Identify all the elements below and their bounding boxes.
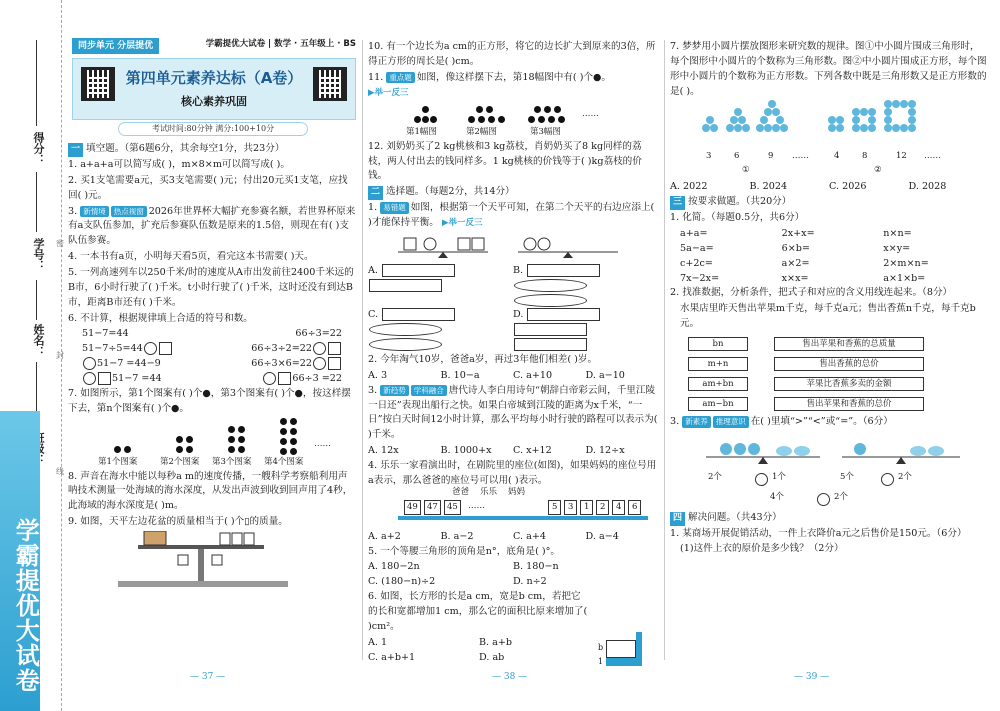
simplify-item: a×1×b= [883,272,926,284]
dot [414,116,421,123]
ellipsis: …… [582,108,599,119]
dot-figure-labels [670,150,988,180]
calc-item: 51−7=44 [82,328,129,340]
id-field-label: 学号： [32,238,46,271]
tag: 易错题 [380,202,409,214]
question: 5. 一列高速列车以250千米/时的速度从A市出发前往2400千米远的B市，6小时行驶了( )千米。t小时行驶了( )千米，这时还没有到达B市，距离B市还有( )千米。 [68,266,354,308]
seat-number: 47 [424,500,441,515]
section-heading: 解决问题。（共43分） [688,511,782,523]
question: 1. 化简。（每题0.5分，共6分） [670,212,805,224]
option-d[interactable]: D. ab [479,651,505,663]
dot [528,116,535,123]
binding-strip [0,0,62,711]
id-line [36,280,37,320]
option-d[interactable]: D. a−10 [585,369,625,381]
question: 4. 一本书有a页，小明每天看5页，看完这本书需要( )天。 [68,251,314,263]
seat-number: 1 [580,500,593,515]
calc-item: 66÷3=22 [295,328,342,340]
cut-mark-2: 封 [56,351,64,360]
seat-number: 6 [628,500,641,515]
dot [538,116,545,123]
options [368,369,658,384]
dot [498,116,505,123]
dot [486,106,493,113]
match-left-item[interactable]: am+bn [688,377,748,391]
side-label: 1 [598,657,604,666]
option-b[interactable]: B. 10−a [440,369,480,381]
question: 8. 声音在海水中能以每秒a m的速度传播，一艘科学考察船利用声呐技术测量一处海域的海水深度，从发出声波到收到回声用了4秒，此海域的海水深度是( )m。 [68,470,353,512]
ellipsis: …… [792,151,809,162]
compare-label: 2个 [898,471,912,482]
dot [476,106,483,113]
seat-number: 2 [596,500,609,515]
answer-box[interactable] [278,372,291,385]
question: 2. 找准数据，分析条件，把式子和对应的含义用线连起来。（8分） [670,287,953,299]
dot-pattern-figure [68,418,356,470]
page-number: — 37 — [190,672,226,682]
option-b[interactable]: B. a+b [479,636,513,648]
dot [280,448,287,455]
answer-circle[interactable] [755,473,768,486]
question: 6. 如图，长方形的长是a cm，宽是b cm，若把它的长和宽都增加1 cm，那么它的面积比原来增加了( )cm²。 [368,591,588,632]
cut-mark-1: 密 [56,239,64,248]
balance-figures [368,232,638,258]
option-b[interactable]: B. 2024 [749,181,788,193]
simplify-item: x×y= [883,242,911,254]
seat-row [398,516,648,520]
paper-subtitle: 核心素养巩固 [181,95,247,108]
option-c[interactable]: C. x+12 [513,445,552,457]
option-a[interactable]: A. 1 [368,636,388,648]
calc-item: 51−7÷5=44 [82,343,143,355]
dot [290,448,297,455]
figure-caption: 第1个图案 [98,456,138,467]
dot [186,436,193,443]
simplify-item: x×x= [781,272,809,284]
qr-code-icon [81,67,115,101]
answer-circle[interactable] [313,342,326,355]
answer-circle[interactable] [817,493,830,506]
option-a[interactable]: A. [368,264,513,309]
question-text: 在( )里填“>”“<”或“=”。（6分） [750,415,893,427]
qr-code-icon [313,67,347,101]
dot [228,446,235,453]
compare-items [670,471,988,511]
column-1 [68,142,356,599]
seat-label: 爸爸 [452,486,470,497]
answer-circle[interactable] [263,372,276,385]
dot [238,426,245,433]
column-divider [362,40,363,660]
seat-label: 乐乐 [480,486,498,497]
question: 2. 买1支笔需要a元，买3支笔需要( )元；付出20元买1支笔，应找回( )元。 [68,174,348,201]
column-2 [368,40,658,665]
calc-item: 51−7 =44−9 [97,358,161,370]
simplify-item: a+a= [680,227,708,239]
simplify-item: n×n= [883,227,912,239]
fruit-balance-figure [670,431,980,465]
simplify-item: a×2= [781,257,810,269]
question: 2. 今年淘气10岁，爸爸a岁，再过3年他们相差( )岁。 [368,354,598,365]
dot [176,436,183,443]
dot [176,446,183,453]
seat-number: 4 [612,500,625,515]
calc-item: 66÷3×6=22 [251,358,312,370]
figure-caption: 第1幅图 [406,126,437,137]
question: 5. 一个等腰三角形的顶角是n°，底角是( )°。 [368,545,561,557]
question: 1. a+a+a可以简写成( )，m×8×m可以简写成( )。 [68,158,291,170]
id-line-top [36,172,37,232]
answer-circle[interactable] [881,473,894,486]
section-number: 二 [368,186,383,200]
question: 1. 某商场开展促销活动，一件上衣降价a元之后售价是150元。（6分） [670,527,967,539]
answer-box[interactable] [159,342,172,355]
section-heading: 选择题。（每题2分，共14分） [386,186,515,198]
compare-label: 5个 [840,471,854,482]
option-c[interactable]: C. a+b+1 [368,651,416,663]
seat-number: 49 [404,500,421,515]
dot-row-figure [368,100,658,140]
column-3 [670,40,988,558]
seat-figure [368,486,658,530]
option-d[interactable]: D. 2028 [908,181,947,193]
seat-label: 妈妈 [508,486,526,497]
tag: 学科融合 [411,385,447,397]
match-left-item[interactable]: m+n [688,357,748,371]
ellipsis: …… [468,500,485,511]
option-d[interactable]: D. n÷2 [513,576,547,588]
rect-original [606,640,636,658]
compare-label: 2个 [834,491,848,502]
dot [290,418,297,425]
options [670,180,988,195]
link-practice[interactable]: ▶举一反三 [368,87,409,98]
tag: 新情境 [80,206,109,218]
question: 3. 新趋势 学科融合 唐代诗人李白用诗句“朝辞白帝彩云间，千里江陵一日还”表现出船行之快。如果白帝城到江陵的距离为x千米，“一日”按白天时间12小时计算，那么平均每小时行驶的路程可以表示为( )千米。 [368,384,658,441]
brand-banner [0,411,40,711]
section-number: 四 [670,512,685,526]
fig-number: 9 [768,151,774,162]
option-b[interactable]: B. [513,264,658,309]
dot [280,428,287,435]
calc-item: 66÷3÷2=22 [251,343,312,355]
simplify-item: 2×m×n= [883,257,929,269]
answer-circle[interactable] [144,342,157,355]
dot [290,438,297,445]
match-right-item[interactable]: 售出苹果和香蕉的总质量 [774,337,924,351]
question-text: 唐代诗人李白用诗句“朝辞白帝彩云间，千里江陵一日还”表现出船行之快。如果白帝城到江陵的距离为x千米，“一日”按白天时间12小时计算，那么平均每小时行驶的路程可以表示为( )千米。 [368,384,658,441]
compare-label: 1个 [772,471,786,482]
fig-number: 6 [734,151,740,162]
dot [488,116,495,123]
section-number: 三 [670,196,685,210]
fig-number: 8 [862,151,868,162]
question-text: 如图，像这样摆下去，第18幅图中有( )个●。 [416,71,612,83]
rect-added [636,632,642,666]
option-a[interactable]: A. 12x [368,445,399,457]
name-field-label: 姓名： [32,324,46,357]
dot [290,428,297,435]
answer-circle[interactable] [83,372,96,385]
option-d[interactable]: D. a−4 [585,530,619,542]
match-right-item[interactable]: 售出苹果和香蕉的总价 [774,397,924,411]
dot [228,426,235,433]
question-desc: 水果店里昨天售出苹果m千克，每千克a元；售出香蕉n千克，每千克b元。 [680,303,976,330]
dot [534,106,541,113]
options [368,444,658,459]
option-c[interactable]: C. a+4 [513,530,546,542]
answer-box[interactable] [328,357,341,370]
ellipsis: …… [314,438,331,449]
dot [238,436,245,443]
link-practice[interactable]: ▶举一反三 [441,218,483,229]
seat-number: 45 [444,500,461,515]
match-right-item[interactable]: 售出香蕉的总价 [774,357,924,371]
dot [558,116,565,123]
title-box [72,58,356,120]
brand-logo-text: 学霸提优大试卷 [11,518,40,693]
ellipsis: …… [924,151,941,162]
tag: 新素养 [682,416,711,428]
option-a[interactable]: A. 180−2n [368,561,420,573]
dot [544,106,551,113]
figure-label: ① [742,165,750,176]
question: 9. 如图，天平左边花盆的质量相当于( )个▯的质量。 [68,516,288,528]
dot [280,438,287,445]
compare-label: 4个 [770,491,784,502]
calc-item: 51−7 =44 [112,372,162,384]
dot [124,446,131,453]
question: 7. 如图所示，第1个图案有( )个●，第3个图案有( )个●，按这样摆下去，第n个图案有( )个●。 [68,387,351,414]
options [368,530,658,545]
match-right-item[interactable]: 苹果比香蕉多卖的金额 [774,377,924,391]
figure-label: ② [874,165,882,176]
figure-caption: 第2个图案 [160,456,200,467]
figure-caption: 第4个图案 [264,456,304,467]
option-a[interactable]: A. 2022 [670,181,708,193]
option-c[interactable]: C. 2026 [829,181,867,193]
question-text: 如图，根据第一个天平可知，在第二个天平的右边应添上( )才能保持平衡。 [368,202,655,229]
page-number: — 39 — [794,672,830,682]
question-text: 2026年世界杯大幅扩充参赛名额，若世界杯原来有a支队伍参加，扩充后参赛队伍数是原来的1.5倍，则现在有( )支队伍参赛。 [68,205,356,247]
score-line [36,40,37,126]
option-c[interactable]: C. a+10 [513,369,553,381]
simplify-item: 5a−a= [680,242,714,254]
unit-badge: 同步单元 分层提优 [72,38,159,54]
dot [548,116,555,123]
balance-scale-illustration [108,531,308,593]
question: (1)这件上衣的原价是多少钱？（2分） [680,543,844,555]
answer-circle[interactable] [83,357,96,370]
simplify-grid [670,227,988,286]
question: 3. 新素养 推理意识 在( )里填“>”“<”或“=”。（6分） [670,415,893,427]
dot [422,116,429,123]
figure-caption: 第3幅图 [530,126,561,137]
tag: 推理意识 [713,416,749,428]
option-c[interactable]: C. [368,308,513,353]
triangle-square-dots-figure [670,100,980,144]
exam-meta: 考试时间:80分钟 满分:100+10分 [118,122,308,136]
section-heading: 填空题。（第6题6分，其余每空1分，共23分） [86,143,285,154]
series-label: 学霸提优大试卷 | 数学 · 五年级上 · BS [205,39,356,49]
dot [478,116,485,123]
page-number: — 38 — [492,672,528,682]
compare-label: 2个 [708,471,722,482]
dot [430,116,437,123]
question: 7. 梦梦用小圆片摆放图形来研究数的规律。图①中小圆片围成三角形时，每个图形中小圆片的个数称为三角形数。图②中小圆片围成正方形，每个图形中小圆片的个数称为正方形数。下列各数中既是三角形数又是正方形数的是( )。 [670,41,987,97]
dot [554,106,561,113]
option-b[interactable]: B. 180−n [513,561,559,573]
answer-box[interactable] [328,342,341,355]
column-divider [664,40,665,660]
question: 11. 重点题 如图，像这样摆下去，第18幅图中有( )个●。 [368,71,612,83]
matching-figure [670,333,988,415]
cut-mark-3: 线 [56,467,64,476]
tag: 热点视窗 [111,206,147,218]
option-d[interactable]: D. 12÷x [585,445,625,457]
options [368,560,658,590]
dot [468,116,475,123]
paper-header [72,38,356,54]
fig-number: 12 [896,151,907,162]
dot [114,446,121,453]
question: 12. 刘奶奶买了2 kg桃核和3 kg荔枝，肖奶奶买了8 kg同样的荔枝，两人付出去的钱同样多。1 kg桃核的价钱等于( )kg荔枝的价钱。 [368,140,642,182]
side-label: b [598,643,604,652]
fig-number: 3 [706,151,712,162]
match-left-item[interactable]: bn [688,337,748,351]
tag: 新趋势 [380,385,409,397]
options [368,636,590,666]
figure-caption: 第3个图案 [212,456,252,467]
match-left-item[interactable]: am−bn [688,397,748,411]
question: 4. 乐乐一家看演出时，在剧院里的座位(如图)，如果妈妈的座位号用a表示，那么爸爸的座位号可以用( )表示。 [368,460,657,486]
options [368,264,658,353]
dot [186,446,193,453]
calc-grid [68,327,356,386]
question: 3. 新情境 热点视窗 2026年世界杯大幅扩充参赛名额，若世界杯原来有a支队伍参加，扩充后参赛队伍数是原来的1.5倍，则现在有( )支队伍参赛。 [68,205,356,247]
dot [238,446,245,453]
calc-item: 66÷3 =22 [292,372,342,384]
score-field-label: 得分： [32,132,46,165]
figure-caption: 第2幅图 [466,126,497,137]
paper-title: 第四单元素养达标（A卷） [125,69,303,87]
tag: 重点题 [386,72,415,84]
simplify-item: 2x+x= [781,227,815,239]
option-b[interactable]: B. a−2 [440,530,474,542]
option-a[interactable]: A. 3 [368,369,388,381]
question: 6. 不计算，根据规律填上合适的符号和数。 [68,312,253,324]
simplify-item: 7x−2x= [680,272,720,284]
option-c[interactable]: C. (180−n)÷2 [368,576,436,588]
section-heading: 按要求做题。（共20分） [688,196,792,208]
dot [280,418,287,425]
rectangle-figure [600,632,642,668]
dot [422,106,429,113]
option-b[interactable]: B. 1000+x [440,445,492,457]
simplify-item: 6×b= [781,242,810,254]
dot [228,436,235,443]
fig-number: 4 [834,151,840,162]
option-d[interactable]: D. [513,308,658,353]
question: 10. 有一个边长为a cm的正方形，将它的边长扩大到原来的3倍，所得正方形的周长是( )cm。 [368,41,656,67]
simplify-item: c+2c= [680,257,713,269]
answer-box[interactable] [98,372,111,385]
option-a[interactable]: A. a+2 [368,530,401,542]
section-number: 一 [68,143,83,157]
question: 1. 易错题 如图，根据第一个天平可知，在第二个天平的右边应添上( )才能保持平衡。 ▶举一反三 [368,202,655,229]
answer-circle[interactable] [313,357,326,370]
seat-number: 3 [564,500,577,515]
seat-number: 5 [548,500,561,515]
